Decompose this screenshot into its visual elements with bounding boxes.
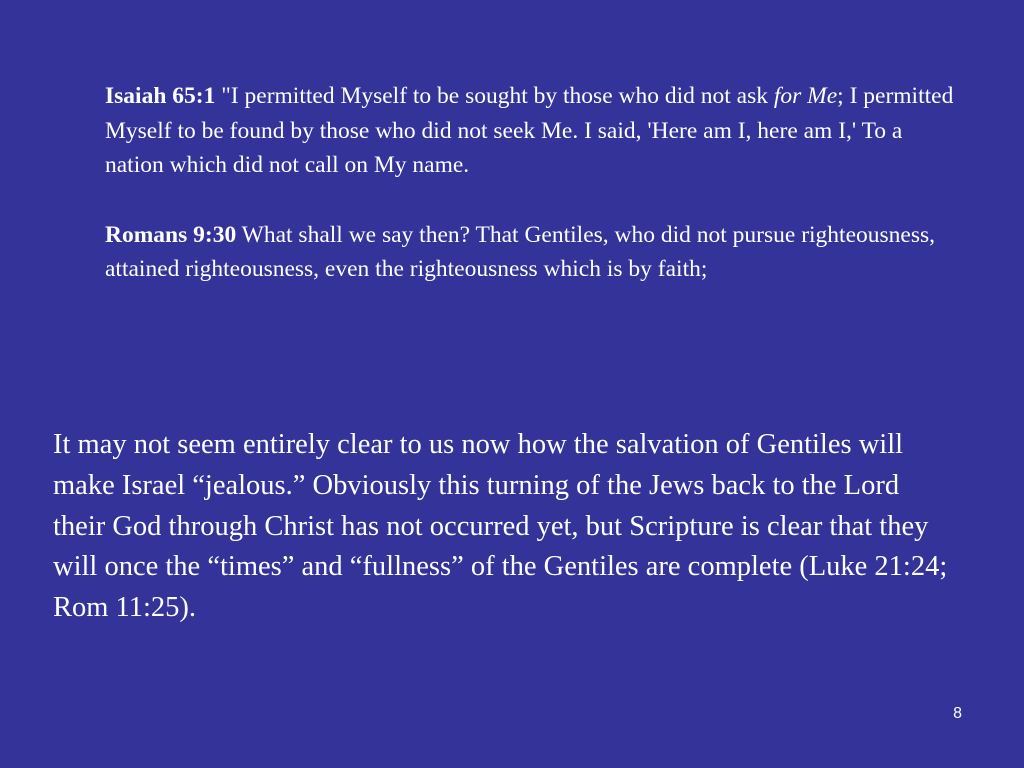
verse-reference: Isaiah 65:1: [105, 83, 216, 109]
scripture-quotes: [105, 79, 965, 287]
verse-emphasis: for Me: [773, 83, 838, 109]
verse-reference: Romans 9:30: [105, 221, 237, 248]
verse-text: What shall we say then? That Gentiles, who did not pursue righteousness, attained righteousness, even the righteousness which is by faith;: [105, 221, 935, 282]
verse-romans: [105, 218, 965, 287]
verse-text-continued: ; I permitted Myself to be found by those who did not seek Me. I said, 'Here am I, here am I,' To a nation which did not call on My name.: [105, 83, 954, 178]
slide-number: 8: [953, 705, 962, 722]
commentary-paragraph: It may not seem entirely clear to us now how the salvation of Gentiles will make Israel “jealous.” Obviously this turning of the Jews back to the Lord their God through Christ has not occurred yet, but Scripture is clear that they will once the “times” and “fullness” of the Gentiles are complete (Luke 21:24; Rom 11:25).: [53, 429, 948, 624]
verse-text: "I permitted Myself to be sought by those who did not ask: [215, 83, 774, 109]
verse-isaiah: [105, 79, 965, 183]
